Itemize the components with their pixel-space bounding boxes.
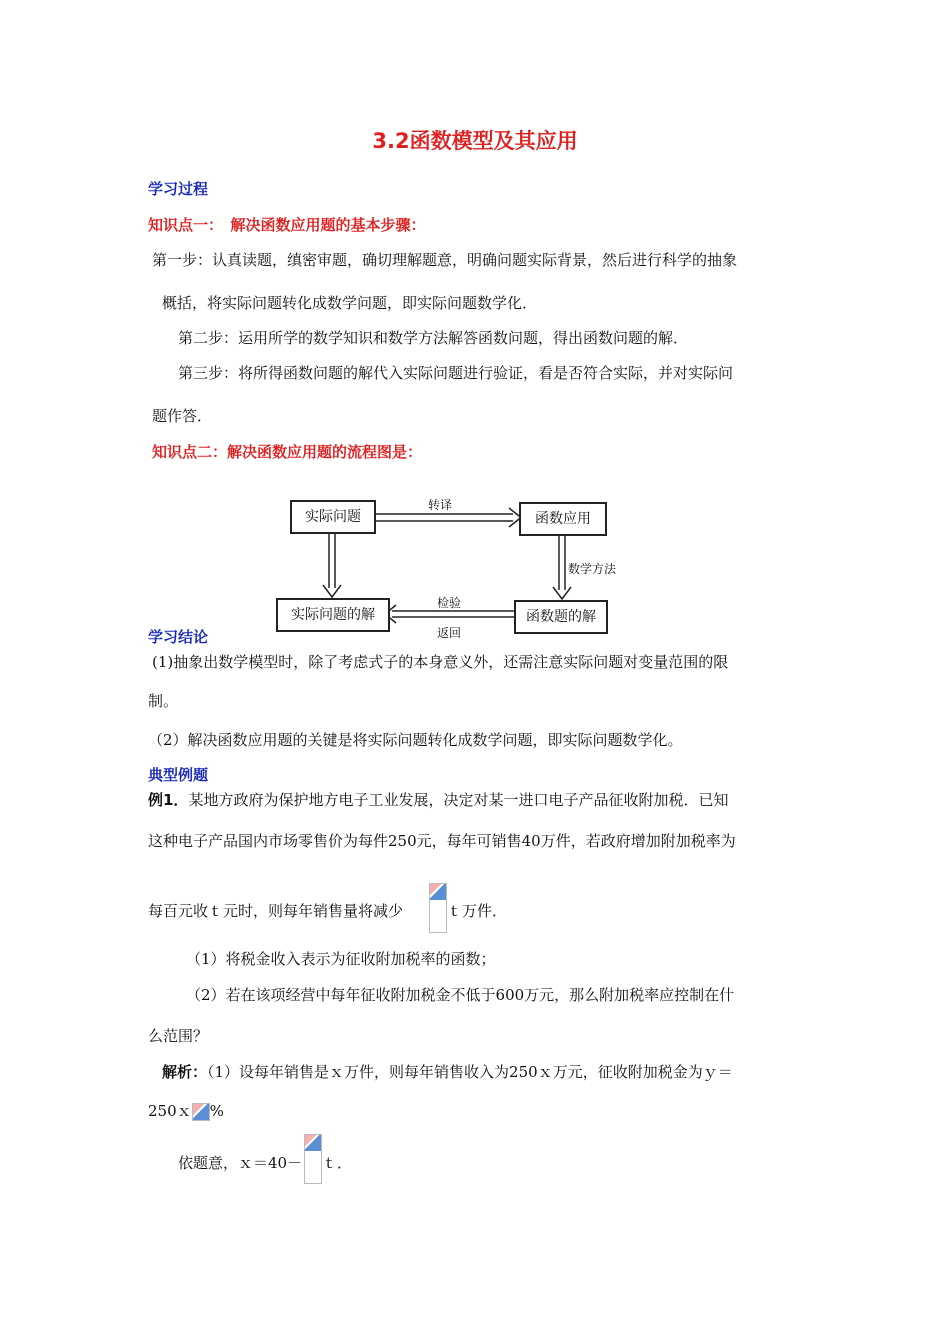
flow-box-function-solution: 函数题的解 — [514, 600, 608, 634]
example1-line1 — [148, 789, 728, 810]
example1-line2: 这种电子产品国内市场零售价为每件250元，每年可销售40万件，若政府增加附加税率为 — [148, 832, 736, 850]
solution-label: 解析： — [162, 1063, 208, 1081]
section-heading-examples: 典型例题 — [148, 766, 209, 784]
example1-question2-line2: 么范围？ — [148, 1027, 209, 1045]
arrow-math-method — [553, 535, 571, 599]
conclusion-1-line2: 制。 — [148, 692, 179, 710]
fraction-image-2 — [304, 1134, 322, 1184]
solution-line1 — [162, 1061, 733, 1082]
section-heading-conclusion: 学习结论 — [148, 628, 209, 646]
step3-line2: 题作答． — [152, 407, 213, 425]
flow-label-translate: 转译 — [428, 498, 453, 512]
flow-box-function-application: 函数应用 — [519, 502, 607, 536]
flow-label-return: 返回 — [437, 626, 462, 640]
knowledge-point-2-heading: 知识点二：解决函数应用题的流程图是： — [152, 443, 423, 461]
solution-line3-end: ｔ． — [322, 1154, 353, 1172]
solution-line3 — [178, 1152, 302, 1173]
example1-question2-line1: （2）若在该项经营中每年征收附加税金不低于600万元，那么附加税率应控制在什 — [186, 986, 735, 1004]
example1-text1: 某地方政府为保护地方电子工业发展，决定对某一进口电子产品征收附加税．已知 — [188, 791, 729, 809]
image-placeholder-icon — [430, 884, 446, 900]
solution-line3-start: 依题意，ｘ＝40－ — [178, 1154, 303, 1172]
step3-line1: 第三步：将所得函数问题的解代入实际问题进行验证，看是否符合实际，并对实际问 — [178, 364, 734, 382]
example1-line3-start: 每百元收ｔ元时，则每年销售量将减少 — [148, 902, 404, 920]
arrow-check-return — [385, 605, 514, 623]
image-placeholder-icon — [305, 1135, 321, 1151]
page-title: 3.2函数模型及其应用 — [372, 129, 578, 153]
step2-text: 第二步：运用所学的数学知识和数学方法解答函数问题，得出函数问题的解． — [178, 329, 689, 347]
solution-line2-end: % — [209, 1102, 224, 1120]
step1-line1: 第一步：认真读题，缜密审题，确切理解题意，明确问题实际背景，然后进行科学的抽象 — [152, 251, 738, 269]
step1-line2: 概括，将实际问题转化成数学问题，即实际问题数学化． — [162, 294, 538, 312]
conclusion-2: （2）解决函数应用题的关键是将实际问题转化成数学问题，即实际问题数学化。 — [148, 731, 683, 749]
solution-line2-start: 250ｘ — [148, 1102, 192, 1120]
flow-label-check: 检验 — [437, 596, 462, 610]
example1-line3 — [148, 900, 403, 921]
conclusion-1-line1: (1)抽象出数学模型时，除了考虑式子的本身意义外，还需注意实际问题对变量范围的限 — [152, 653, 729, 671]
knowledge-point-1-heading: 知识点一： 解决函数应用题的基本步骤： — [148, 216, 426, 234]
flow-box-real-solution: 实际问题的解 — [276, 598, 390, 632]
flow-label-math-method: 数学方法 — [568, 562, 617, 576]
solution-text1: （1）设每年销售是ｘ万件，则每年销售收入为250ｘ万元，征收附加税金为ｙ＝ — [207, 1063, 733, 1081]
solution-line2 — [148, 1100, 224, 1121]
example1-label: 例1． — [148, 791, 189, 809]
section-heading-process: 学习过程 — [148, 180, 209, 198]
arrow-translate — [374, 508, 521, 527]
arrow-direct — [323, 530, 341, 597]
flow-box-real-problem: 实际问题 — [290, 500, 376, 534]
fraction-image-1 — [429, 883, 447, 933]
image-placeholder-icon — [192, 1103, 210, 1121]
example1-question1: （1）将税金收入表示为征收附加税率的函数； — [186, 950, 496, 968]
example1-line3-end: ｔ万件． — [447, 902, 508, 920]
